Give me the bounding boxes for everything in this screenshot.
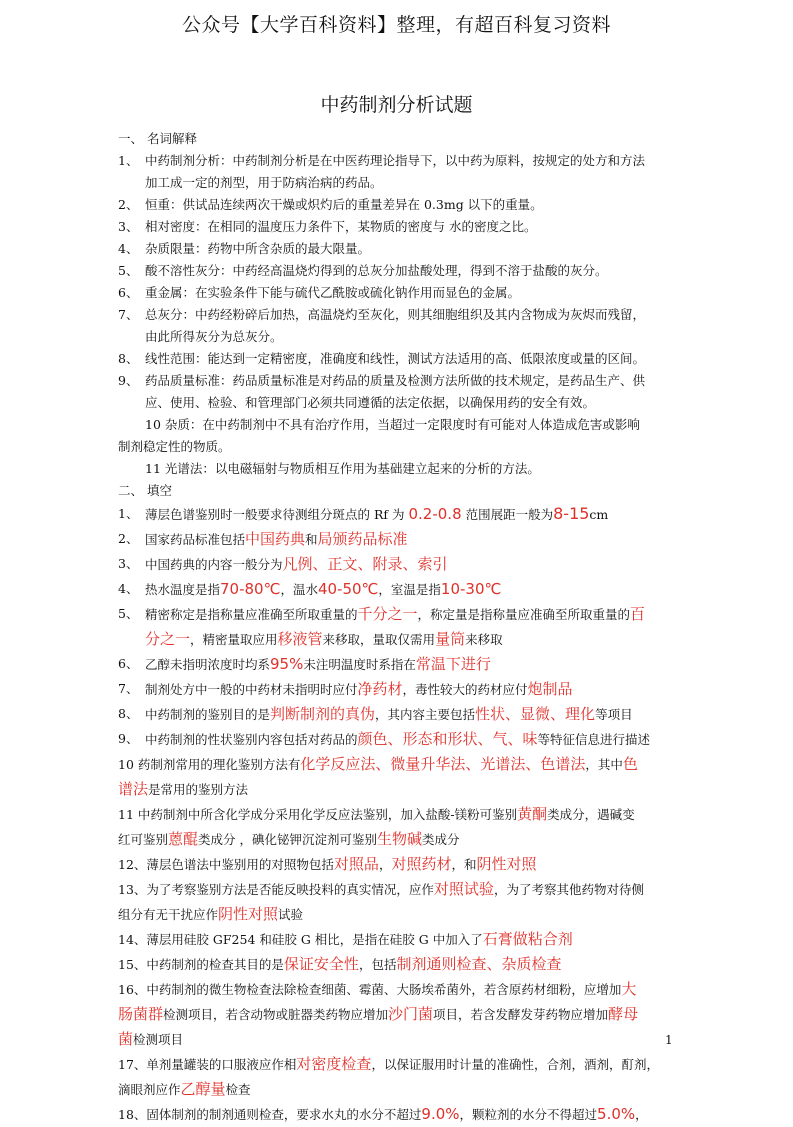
fill-item-11-cont — [118, 827, 678, 852]
text-run: 阴性对照 — [476, 855, 537, 873]
text-run: 乙醇未指明浓度时均系 — [145, 657, 271, 672]
section1-heading: 一、 名词解释 — [118, 131, 197, 146]
text-run: 10-30℃ — [440, 580, 502, 598]
fill-item-4 — [118, 577, 678, 602]
text-run: 和 — [305, 532, 318, 547]
text-run: 色 — [622, 755, 638, 773]
section2-heading: 二、 填空 — [118, 483, 172, 498]
text-run: 保证安全性 — [283, 955, 359, 973]
text-run: 对密度检查 — [296, 1055, 372, 1073]
fill-item-14 — [118, 927, 678, 952]
fill-item-11 — [118, 802, 678, 827]
text-run: ，包括 — [358, 957, 397, 972]
text-run: 12、薄层色谱法中鉴别用的对照物包括 — [118, 857, 334, 872]
fill-item-16 — [118, 977, 678, 1002]
text-run: 量筒 — [435, 630, 466, 648]
text-run: 热水温度是指 — [145, 582, 221, 597]
definition-number: 7、 — [118, 307, 139, 322]
definition-text: 酸不溶性灰分：中药经高温烧灼得到的总灰分加盐酸处理，得到不溶于盐酸的灰分。 — [145, 263, 608, 278]
text-run: ，毒性较大的药材应付 — [402, 682, 528, 697]
text-run: 8-15 — [553, 504, 590, 523]
text-run: 乙醇量 — [180, 1080, 226, 1098]
definition-text: 杂质限量：药物中所含杂质的最大限量。 — [145, 241, 371, 256]
text-run: 10 药制剂常用的理化鉴别方法有 — [118, 757, 301, 772]
fill-item-17 — [118, 1052, 678, 1077]
text-run: 滴眼剂应作 — [118, 1082, 181, 1097]
definition-text: 线性范围：能达到一定精密度，准确度和线性，测试方法适用的高、低限浓度或量的区间。 — [145, 351, 646, 366]
definition-number: 6、 — [118, 285, 139, 300]
text-run: 16、中药制剂的微生物检查法除检查细菌、霉菌、大肠埃希菌外，若含原药材细粉，应增加 — [118, 982, 622, 997]
text-run: 菌 — [118, 1030, 134, 1048]
text-run: 对照试验 — [433, 880, 494, 898]
text-run: 2、 — [118, 531, 139, 546]
fill-item-2 — [118, 527, 678, 552]
text-run: 沙门菌 — [388, 1005, 434, 1023]
text-run: 凡例、正文、附录、索引 — [282, 555, 448, 573]
text-run: 类成分 ，碘化铋钾沉淀剂可鉴别 — [198, 832, 378, 847]
definition-text-cont: 由此所得灰分为总灰分。 — [145, 329, 283, 344]
text-run: 等项目 — [595, 707, 633, 722]
text-run: ，以保证服用时计量的准确性，合剂，酒剂，酊剂， — [371, 1057, 659, 1072]
fill-item-18 — [118, 1102, 678, 1127]
fill-item-7 — [118, 677, 678, 702]
fill-item-9 — [118, 727, 678, 752]
text-run: ，室温是指 — [378, 582, 441, 597]
text-run: 制剂处方中一般的中药材未指明时应付 — [145, 682, 358, 697]
fill-item-8 — [118, 702, 678, 727]
text-run: ，精密量取应用 — [190, 632, 278, 647]
text-run: 中国药典的内容一般分为 — [145, 557, 283, 572]
text-run: 来移取 — [465, 632, 503, 647]
text-run: 局颁药品标准 — [317, 530, 408, 548]
text-run: 15、中药制剂的检查其目的是 — [118, 957, 284, 972]
text-run: 蒽醌 — [168, 830, 199, 848]
text-run: 常温下进行 — [415, 655, 491, 673]
definition-item — [118, 370, 678, 414]
text-run: 制剂通则检查、杂质检查 — [396, 955, 562, 973]
fill-item-10 — [118, 752, 678, 777]
definition-number: 2、 — [118, 197, 139, 212]
text-run: 生物碱 — [377, 830, 423, 848]
text-run: 中药制剂的性状鉴别内容包括对药品的 — [145, 732, 358, 747]
text-run: ，颗粒剂的水分不得超过 — [459, 1107, 598, 1122]
definition-text: 药品质量标准：药品质量标准是对药品的质量及检测方法所做的技术规定，是药品生产、供 — [145, 373, 646, 388]
text-run: 中国药典 — [245, 530, 306, 548]
fill-item-16-cont — [118, 1002, 678, 1027]
text-run: 14、薄层用硅胶 GF254 和硅胶 G 相比，是指在硅胶 G 中加入了 — [118, 932, 483, 947]
definition-number: 3、 — [118, 219, 139, 234]
definition-item — [118, 194, 678, 216]
definition-number: 4、 — [118, 241, 139, 256]
text-run: 项目，若含发酵发芽药物应增加 — [433, 1007, 609, 1022]
text-run: ， — [378, 857, 392, 872]
definitions-list — [118, 150, 678, 414]
text-run: 组分有无干扰应作 — [118, 907, 219, 922]
fill-item-5-cont — [118, 627, 678, 652]
text-run: 分之一 — [145, 630, 191, 648]
definition-text-cont: 加工成一定的剂型，用于防病治病的药品。 — [145, 175, 383, 190]
text-run: 是常用的鉴别方法 — [148, 782, 249, 797]
text-run: 对照品 — [333, 855, 379, 873]
text-run: 阴性对照 — [218, 905, 279, 923]
definition-number: 5、 — [118, 263, 139, 278]
text-run: 17、单剂量罐装的口服液应作相 — [118, 1057, 297, 1072]
definition-text: 相对密度：在相同的温度压力条件下，某物质的密度与 水的密度之比。 — [145, 219, 537, 234]
text-run: 大 — [621, 980, 637, 998]
text-run: ，温水 — [280, 582, 318, 597]
fill-item-5 — [118, 602, 678, 627]
fill-item-3 — [118, 552, 678, 577]
text-run: 检查 — [225, 1082, 251, 1097]
text-run: 等特征信息进行描述 — [537, 732, 651, 747]
text-run: 颜色、形态和形状、气、味 — [357, 730, 538, 748]
text-run: 红可鉴别 — [118, 832, 169, 847]
fill-item-13 — [118, 877, 678, 902]
definition-item — [118, 216, 678, 238]
text-run: 11 光谱法：以电磁辐射与物质相互作用为基础建立起来的分析的方法。 — [145, 461, 540, 476]
text-run: ，其中 — [585, 757, 623, 772]
text-run: 炮制品 — [527, 680, 573, 698]
text-run: 来移取，量取仅需用 — [322, 632, 436, 647]
text-run: 类成分，遇碱变 — [547, 807, 635, 822]
text-run: 范围展距一般为 — [465, 507, 554, 522]
text-run: ，和 — [451, 857, 477, 872]
text-run: 6、 — [118, 656, 139, 671]
definition-text: 恒重：供试品连续两次干燥或炽灼后的重量差异在 0.3mg 以下的重量。 — [145, 197, 543, 212]
text-run: 40-50℃ — [317, 580, 379, 598]
text-run: 制剂稳定性的物质。 — [118, 439, 231, 454]
text-run: cm — [589, 507, 609, 522]
definition-item-10-cont — [118, 436, 678, 458]
text-run: 0.2-0.8 — [408, 505, 462, 523]
fill-item-6 — [118, 652, 678, 677]
definition-item — [118, 150, 678, 194]
text-run: 判断制剂的真伪 — [270, 705, 376, 723]
page-header: 公众号【大学百科资料】整理，有超百科复习资料 — [181, 14, 611, 36]
text-run: 3、 — [118, 556, 139, 571]
text-run: 国家药品标准包括 — [145, 532, 246, 547]
section-heading — [118, 128, 678, 150]
fill-item-10-cont — [118, 777, 678, 802]
text-run: 石膏做粘合剂 — [482, 930, 573, 948]
text-run: 检测项目 — [133, 1032, 184, 1047]
definition-text: 重金属：在实验条件下能与硫代乙酰胺或硫化钠作用而显色的金属。 — [145, 285, 521, 300]
text-run: 谱法 — [118, 780, 149, 798]
text-run: 13、为了考察鉴别方法是否能反映投料的真实情况，应作 — [118, 882, 434, 897]
text-run: 化学反应法、微量升华法、光谱法、色谱法 — [300, 755, 586, 773]
text-run: 检测项目，若含动物或脏器类药物应增加 — [163, 1007, 389, 1022]
text-run: 肠菌群 — [118, 1005, 164, 1023]
text-run: 11 中药制剂中所含化学成分采用化学反应法鉴别，加入盐酸-镁粉可鉴别 — [118, 807, 518, 822]
text-run: ， — [635, 1107, 648, 1122]
fill-item-15 — [118, 952, 678, 977]
definition-item — [118, 304, 678, 348]
text-run: 未注明温度时系指在 — [303, 657, 416, 672]
text-run: 酵母 — [608, 1005, 639, 1023]
text-run: 对照药材 — [391, 855, 452, 873]
page-number: 1 — [665, 1033, 673, 1047]
definition-text: 中药制剂分析：中药制剂分析是在中医药理论指导下，以中药为原料，按规定的处方和方法 — [145, 153, 646, 168]
text-run: 9、 — [118, 731, 139, 746]
text-run: 精密称定是指称量应准确至所取重量的 — [145, 607, 358, 622]
definition-item — [118, 348, 678, 370]
definition-text-cont: 应、使用、检验、和管理部门必须共同遵循的法定依据，以确保用药的安全有效。 — [145, 395, 596, 410]
section-heading — [118, 480, 678, 502]
text-run: 百 — [630, 605, 646, 623]
fill-item-1 — [118, 502, 678, 527]
definition-item — [118, 238, 678, 260]
document-body — [118, 128, 678, 1127]
text-run: 70-80℃ — [220, 580, 281, 598]
text-run: ，为了考察其他药物对待侧 — [493, 882, 644, 897]
text-run: 1、 — [118, 506, 139, 521]
definition-item — [118, 282, 678, 304]
text-run: 95% — [270, 655, 304, 673]
fill-item-17-cont — [118, 1077, 678, 1102]
fill-item-12 — [118, 852, 678, 877]
text-run: 试验 — [278, 907, 304, 922]
text-run: 移液管 — [277, 630, 323, 648]
text-run: 薄层色谱鉴别时一般要求待测组分斑点的 Rf 为 — [145, 507, 405, 522]
text-run: 类成分 — [422, 832, 460, 847]
text-run: 10 杂质：在中药制剂中不具有治疗作用，当超过一定限度时有可能对人体造成危害或影响 — [145, 417, 640, 432]
text-run: 性状、显微、理化 — [475, 705, 596, 723]
definition-number: 1、 — [118, 153, 139, 168]
text-run: ，称定量是指称量应准确至所取重量的 — [417, 607, 631, 622]
fill-item-16-cont2 — [118, 1027, 678, 1052]
definition-item-10 — [118, 414, 678, 436]
text-run: 5、 — [118, 606, 139, 621]
definition-item-11 — [118, 458, 678, 480]
text-run: 9.0% — [421, 1105, 460, 1123]
definition-number: 9、 — [118, 373, 139, 388]
text-run: 净药材 — [357, 680, 403, 698]
definition-text: 总灰分：中药经粉碎后加热，高温烧灼至灰化，则其细胞组织及其内含物成为灰烬而残留， — [145, 307, 646, 322]
fill-item-13-cont — [118, 902, 678, 927]
text-run: 中药制剂的鉴别目的是 — [145, 707, 271, 722]
text-run: 千分之一 — [357, 605, 418, 623]
definition-number: 8、 — [118, 351, 139, 366]
text-run: 5.0% — [597, 1105, 636, 1123]
text-run: 18、固体制剂的制剂通则检查，要求水丸的水分不超过 — [118, 1107, 422, 1122]
text-run: 4、 — [118, 581, 139, 596]
definition-item — [118, 260, 678, 282]
text-run: 黄酮 — [517, 805, 548, 823]
page-title: 中药制剂分析试题 — [320, 94, 473, 116]
text-run: ，其内容主要包括 — [375, 707, 476, 722]
text-run: 8、 — [118, 706, 139, 721]
text-run: 7、 — [118, 681, 139, 696]
